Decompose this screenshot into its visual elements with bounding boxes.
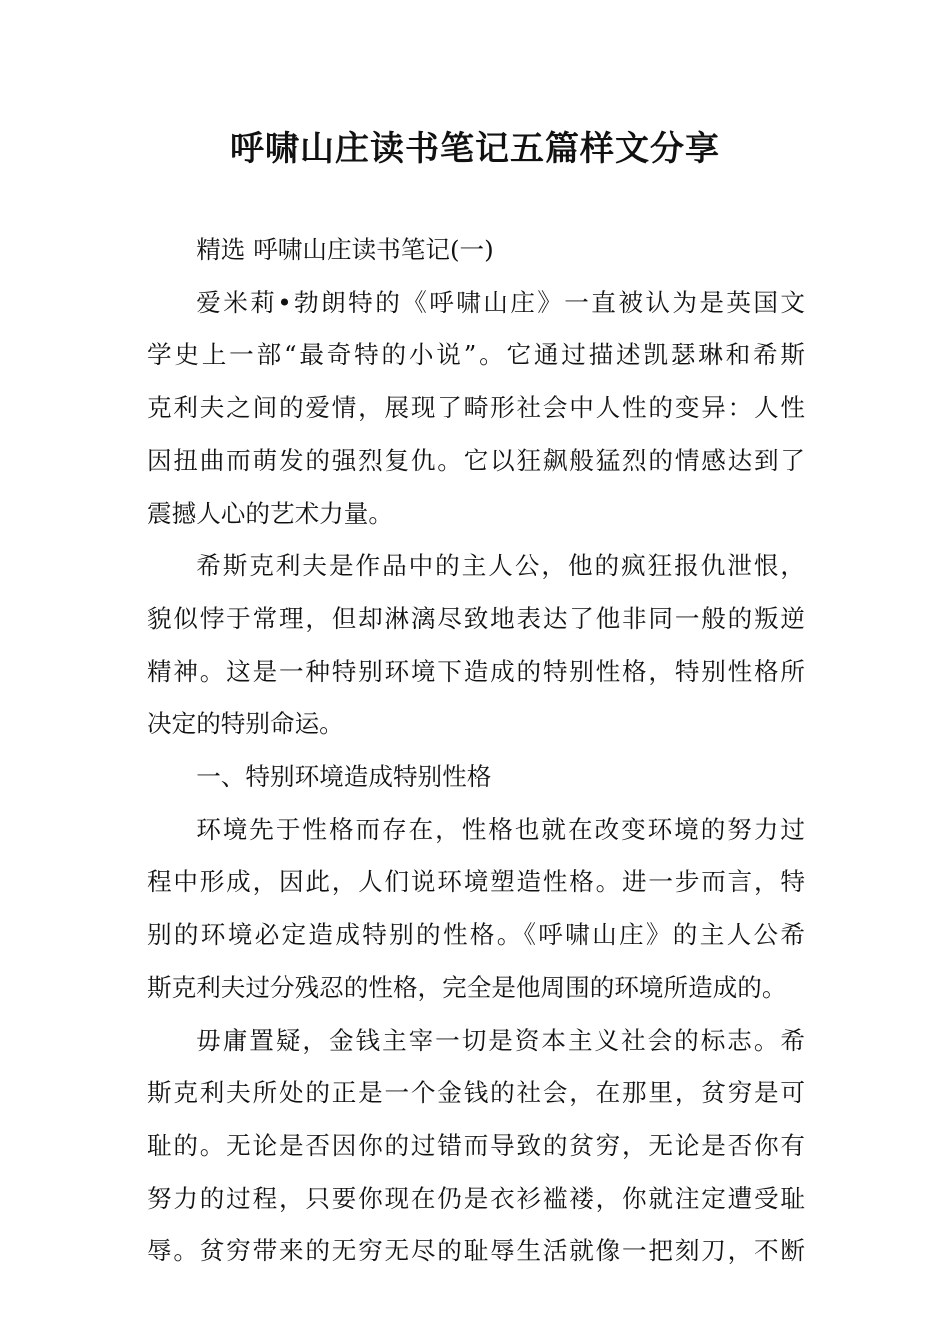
paragraph-1 <box>147 277 805 541</box>
paragraph-line: 毋庸置疑，金钱主宰一切是资本主义社会的标志。希 <box>196 1025 805 1055</box>
paragraph-line: 貌似悖于常理，但却淋漓尽致地表达了他非同一般的叛逆 <box>147 603 805 633</box>
paragraph-line: 耻的。无论是否因你的过错而导致的贫穷，无论是否你有 <box>147 1130 805 1160</box>
paragraph-line: 精神。这是一种特别环境下造成的特别性格，特别性格所 <box>147 656 805 686</box>
paragraph-4 <box>147 1015 805 1279</box>
section-heading-text: 精选 呼啸山庄读书笔记(一) <box>196 235 494 264</box>
paragraph-line: 克利夫之间的爱情，展现了畸形社会中人性的变异：人性 <box>147 393 805 423</box>
paragraph-line: 爱米莉•勃朗特的《呼啸山庄》一直被认为是英国文 <box>196 287 805 317</box>
paragraph-2 <box>147 540 805 751</box>
subheading-text: 一、特别环境造成特别性格 <box>196 762 492 792</box>
paragraph-line: 学史上一部“最奇特的小说”。它通过描述凯瑟琳和希斯 <box>147 340 805 370</box>
paragraph-line: 辱。贫穷带来的无穷无尽的耻辱生活就像一把刻刀，不断 <box>147 1236 805 1266</box>
paragraph-line: 程中形成，因此，人们说环境塑造性格。进一步而言，特 <box>147 867 805 897</box>
paragraph-line: 斯克利夫过分残忍的性格，完全是他周围的环境所造成的。 <box>147 972 787 1002</box>
paragraph-line: 希斯克利夫是作品中的主人公，他的疯狂报仇泄恨， <box>196 551 805 581</box>
paragraph-line: 努力的过程，只要你现在仍是衣衫褴褛，你就注定遭受耻 <box>147 1183 805 1213</box>
paragraph-line: 决定的特别命运。 <box>147 709 344 739</box>
paragraph-line: 别的环境必定造成特别的性格。《呼啸山庄》的主人公希 <box>147 920 805 950</box>
paragraph-line: 震撼人心的艺术力量。 <box>147 498 393 528</box>
paragraph-3 <box>147 804 805 1015</box>
document-body <box>147 224 805 1278</box>
subheading-1 <box>147 751 805 804</box>
paragraph-line: 因扭曲而萌发的强烈复仇。它以狂飙般猛烈的情感达到了 <box>147 445 805 475</box>
section-heading <box>147 224 805 277</box>
document-title: 呼啸山庄读书笔记五篇样文分享 <box>230 129 720 169</box>
paragraph-line: 斯克利夫所处的正是一个金钱的社会，在那里，贫穷是可 <box>147 1078 805 1108</box>
paragraph-line: 环境先于性格而存在，性格也就在改变环境的努力过 <box>196 814 805 844</box>
